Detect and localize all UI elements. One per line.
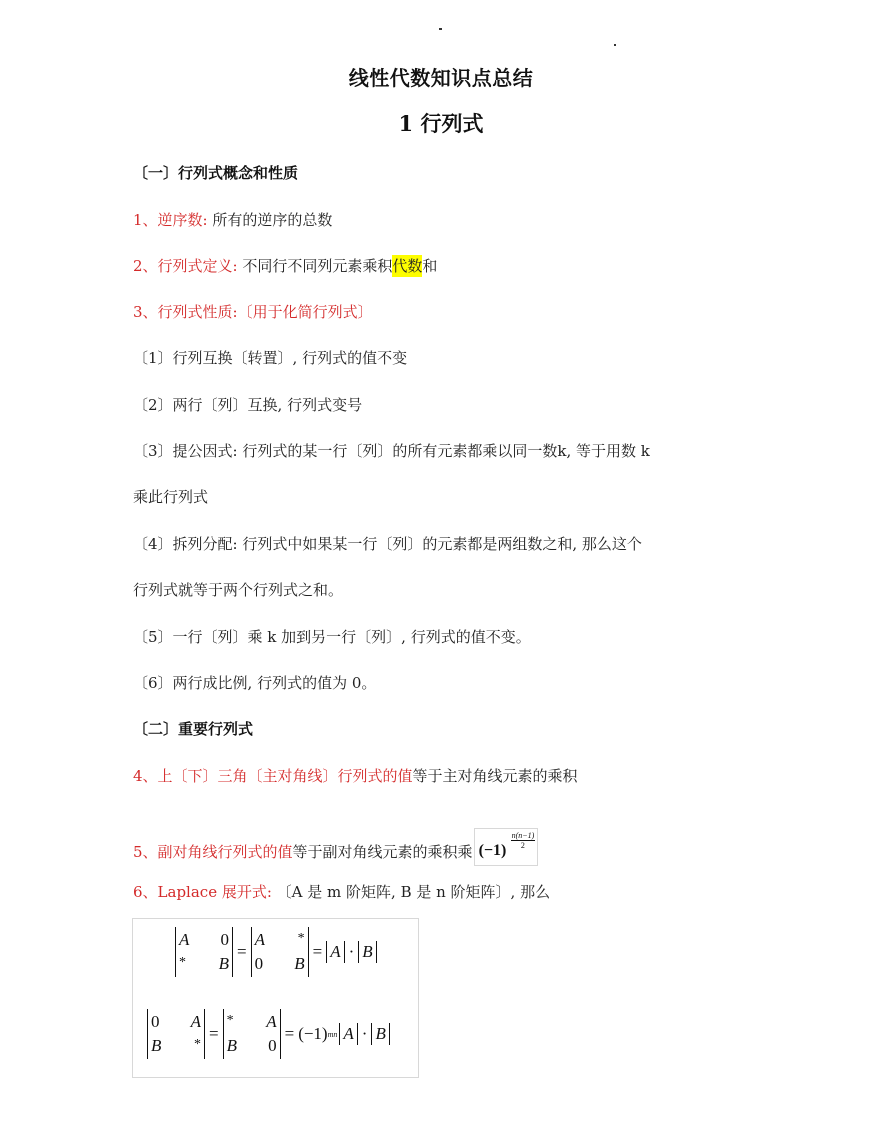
item-3: 3、行列式性质:〔用于化简行列式〕 <box>133 303 373 321</box>
property-1: 〔1〕行列互换〔转置〕, 行列式的值不变 <box>133 349 408 367</box>
determinant: A * 0 B <box>251 927 309 977</box>
section-heading-2: 〔二〕重要行列式 <box>133 720 254 738</box>
item-text: 不同行不同列元素乘积代数和 <box>242 257 438 275</box>
laplace-formula-image <box>132 918 419 1078</box>
document-title: 线性代数知识点总结 <box>348 66 534 90</box>
item-text: 等于副对角线元素的乘积乘 <box>292 843 473 861</box>
item-2 <box>133 256 437 276</box>
item-6 <box>133 882 550 902</box>
laplace-equation-1: A 0 * B = A * 0 B = A · B <box>175 927 377 977</box>
item-5 <box>133 831 538 872</box>
laplace-equation-2: 0 A B * = * A B 0 = (−1) mn A · B <box>147 1009 390 1059</box>
property-4-cont: 行列式就等于两个行列式之和。 <box>133 581 344 599</box>
item-label: 6、Laplace 展开式: <box>133 883 272 901</box>
section-heading-1: 〔一〕行列式概念和性质 <box>133 164 299 182</box>
property-2: 〔2〕两行〔列〕互换, 行列式变号 <box>133 396 363 414</box>
item-label: 2、行列式定义: <box>133 257 238 275</box>
item-label: 4、上〔下〕三角〔主对角线〕行列式的值 <box>133 767 413 785</box>
artifact-dot <box>614 44 616 46</box>
item-text: 等于主对角线元素的乘积 <box>412 767 578 785</box>
determinant: A 0 * B <box>175 927 233 977</box>
artifact-dot <box>439 28 442 30</box>
determinant: 0 A B * <box>147 1009 205 1059</box>
chapter-title: 1 行列式 <box>398 111 484 136</box>
property-4: 〔4〕拆列分配: 行列式中如果某一行〔列〕的元素都是两组数之和, 那么这个 <box>133 535 642 553</box>
property-6: 〔6〕两行成比例, 行列式的值为 0。 <box>133 674 377 692</box>
sign-formula: (−1) $\frac{n(n-1)}{2}$ <box>474 828 538 866</box>
item-label: 5、副对角线行列式的值 <box>133 843 293 861</box>
property-3-cont: 乘此行列式 <box>133 488 209 506</box>
item-4 <box>133 766 578 786</box>
item-label: 1、逆序数: <box>133 211 208 229</box>
property-3: 〔3〕提公因式: 行列式的某一行〔列〕的所有元素都乘以同一数k, 等于用数 k <box>133 442 650 460</box>
item-text: 所有的逆序的总数 <box>212 211 333 229</box>
item-1 <box>133 210 332 230</box>
property-5: 〔5〕一行〔列〕乘 k 加到另一行〔列〕, 行列式的值不变。 <box>133 628 531 646</box>
item-text: 〔A 是 m 阶矩阵, B 是 n 阶矩阵〕, 那么 <box>276 883 551 901</box>
determinant: * A B 0 <box>223 1009 281 1059</box>
highlighted-text: 代数 <box>392 257 423 275</box>
